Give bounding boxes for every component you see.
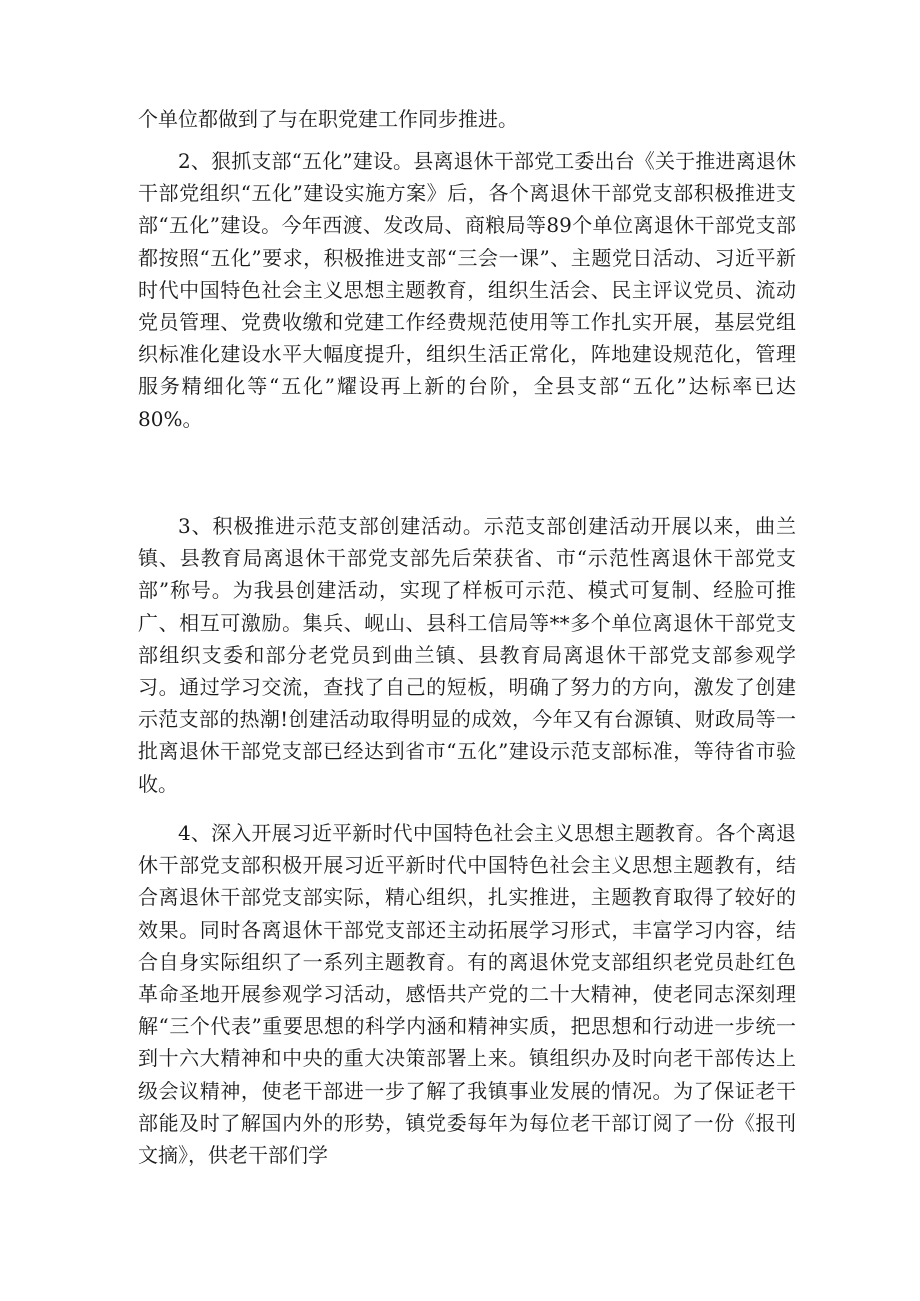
paragraph-model-branch: 3、积极推进示范支部创建活动。示范支部创建活动开展以来，曲兰镇、县教育局离退休干部党支部先后荣获省、市“示范性离退休干部党支部”称号。为我县创建活动，实现了样板可示范、模式可复制、经脸可推广、相互可激励。集兵、岘山、县科工信局等**多个单位离退休干部党支部组织支委和部分老党员到曲兰镇、县教育局离退休干部党支部参观学习。通过学习交流，查找了自己的短板，明确了努力的方向，激发了创建示范支部的热潮!创建活动取得明显的成效，今年又有台源镇、财政局等一批离退休干部党支部已经达到省市“五化”建设示范支部标准，等待省市验收。 [138,514,796,796]
paragraph-theme-education: 4、深入开展习近平新时代中国特色社会主义思想主题教育。各个离退休干部党支部积极开展习近平新时代中国特色社会主义思想主题教有，结合离退休干部党支部实际，精心组织，扎实推进，主题教育取得了较好的效果。同时各离退休干部党支部还主动拓展学习形式，丰富学习内容，结合自身实际组织了一系列主题教育。有的离退休党支部组织老党员赴红色革命圣地开展参观学习活动，感悟共产党的二十大精神，使老同志深刻理解“三个代表”重要思想的科学内涵和精神实质，把思想和行动进一步统一到十六大精神和中央的重大决策部署上来。镇组织办及时向老干部传达上级会议精神，使老干部进一步了解了我镇事业发展的情况。为了保证老干部能及时了解国内外的形势，镇党委每年为每位老干部订阅了一份《报刊文摘》，供老干部们学 [138,821,796,1168]
paragraph-continuation: 个单位都做到了与在职党建工作同步推进。 [138,107,518,131]
paragraph-wuhua-construction: 2、狠抓支部“五化”建设。县离退休干部党工委出台《关于推进离退休干部党组织“五化”建设实施方案》后，各个离退休干部党支部积极推进支部“五化”建设。今年西渡、发改局、商粮局等89个单位离退休干部党支部都按照“五化”要求，积极推进支部“三会一课”、主题党日活动、习近平新时代中国特色社会主义思想主题教育，组织生活会、民主评议党员、流动党员管理、党费收缴和党建工作经费规范使用等工作扎实开展，基层党组织标准化建设水平大幅度提升，组织生活正常化，阵地建设规范化，管理服务精细化等“五化”耀设再上新的台阶，全县支部“五化”达标率已达80%。 [138,149,796,431]
